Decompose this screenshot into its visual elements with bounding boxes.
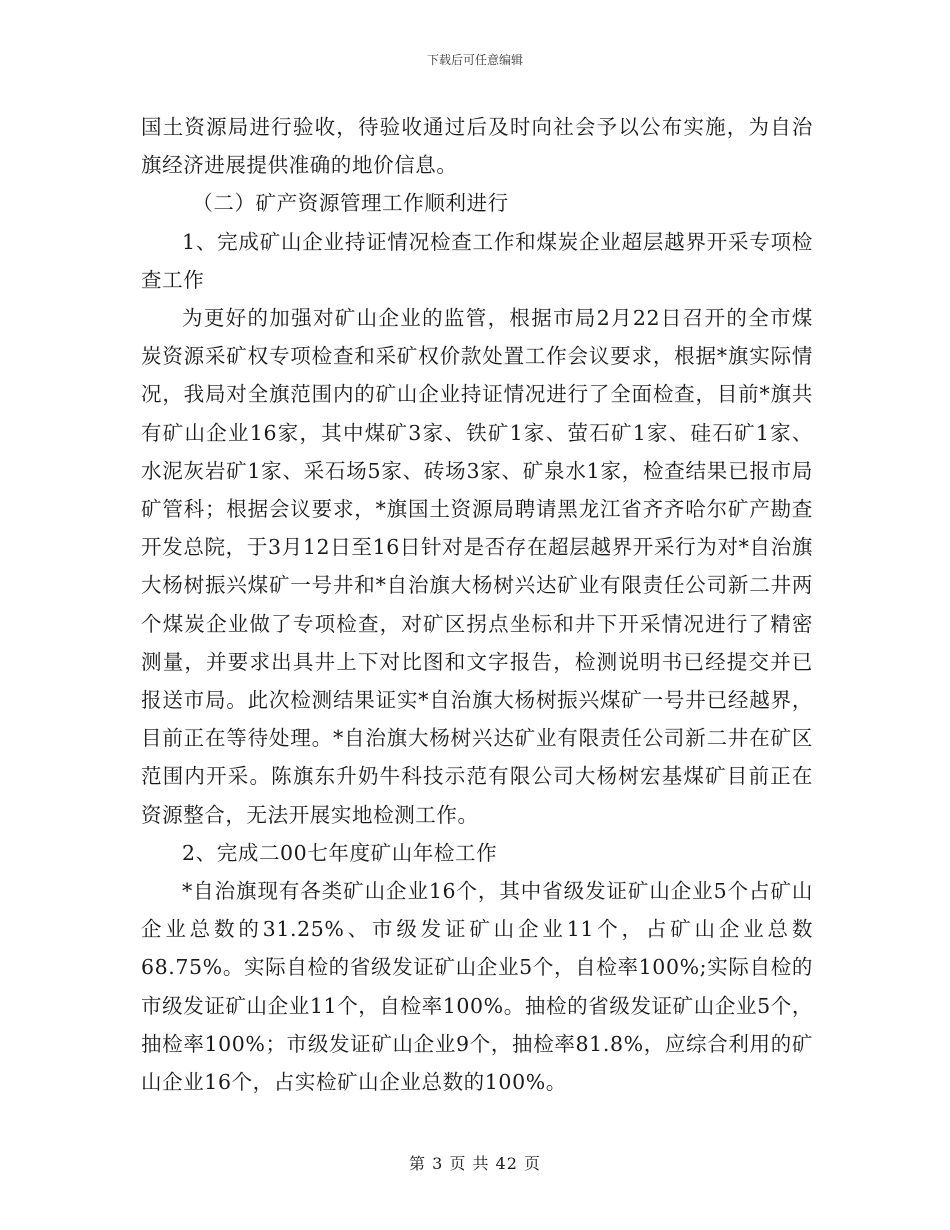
section-heading-mineral-management: （二）矿产资源管理工作顺利进行 <box>192 191 509 216</box>
paragraph-license-inspection: 为更好的加强对矿山企业的监管，根据市局2月22日召开的全市煤炭资源采矿权专项检查和采矿权价款处置工作会议要求，根据*旗实际情况，我局对全旗范围内的矿山企业持证情况进行了全面检查，目前*旗共有矿山企业16家，其中煤矿3家、铁矿1家、萤石矿1家、硅石矿1家、水泥灰岩矿1家、采石场5家、砖场3家、矿泉水1家，检查结果已报市局矿管科；根据会议要求，*旗国土资源局聘请黑龙江省齐齐哈尔矿产勘查开发总院，于3月12日至16日针对是否存在超层越界开采行为对*自治旗大杨树振兴煤矿一号井和*自治旗大杨树兴达矿业有限责任公司新二井两个煤炭企业做了专项检查，对矿区拐点坐标和井下开采情况进行了精密测量，并要求出具井上下对比图和文字报告，检测说明书已经提交并已报送市局。此次检测结果证实*自治旗大杨树振兴煤矿一号井已经越界，目前正在等待处理。*自治旗大杨树兴达矿业有限责任公司新二井在矿区范围内开采。陈旗东升奶牛科技示范有限公司大杨树宏基煤矿目前正在资源整合，无法开展实地检测工作。 <box>141 306 813 827</box>
page-number-footer: 第 3 页 共 42 页 <box>409 1154 541 1173</box>
paragraph-land-price-acceptance: 国土资源局进行验收，待验收通过后及时向社会予以公布实施，为自治旗经济进展提供准确的地价信息。 <box>141 115 813 178</box>
page-header-note: 下载后可任意编辑 <box>426 53 523 67</box>
paragraph-annual-inspection: *自治旗现有各类矿山企业16个，其中省级发证矿山企业5个占矿山企业总数的31.25%、市级发证矿山企业11个，占矿山企业总数68.75%。实际自检的省级发证矿山企业5个，自检率100%;实际自检的市级发证矿山企业11个，自检率100%。抽检的省级发证矿山企业5个，抽检率100%；市级发证矿山企业9个，抽检率81.8%，应综合利用的矿山企业16个，占实检矿山企业总数的100%。 <box>141 879 813 1095</box>
document-body <box>141 108 813 1101</box>
subsection-heading-license-inspection: 1、完成矿山企业持证情况检查工作和煤炭企业超层越界开采专项检查工作 <box>141 229 813 292</box>
subsection-heading-annual-inspection: 2、完成二00七年度矿山年检工作 <box>182 840 498 865</box>
